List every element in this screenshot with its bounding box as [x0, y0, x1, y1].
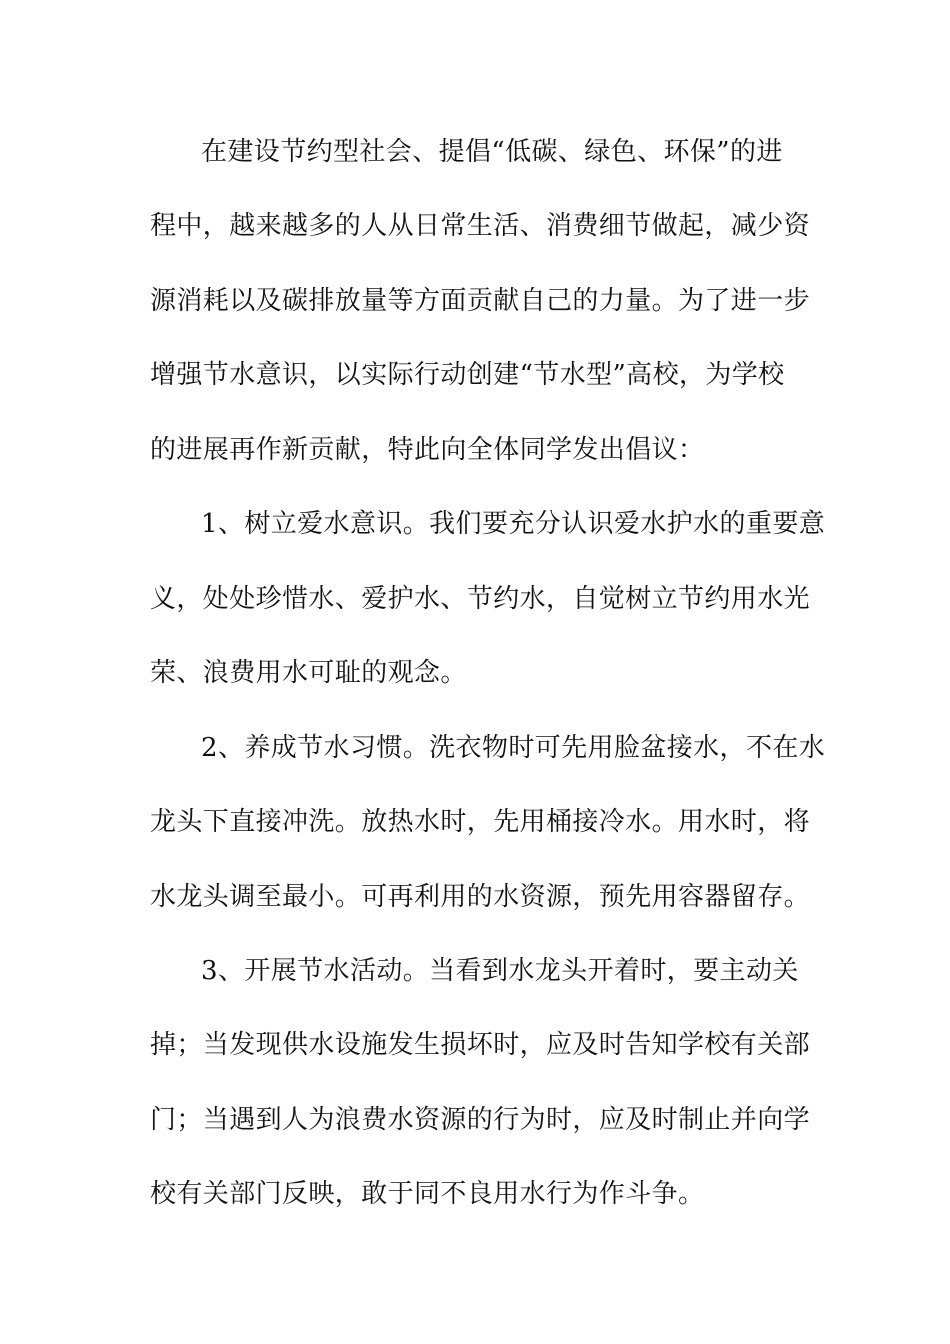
paragraph-4-line-3: 门；当遇到人为浪费水资源的行为时，应及时制止并向学 [150, 1105, 811, 1135]
paragraph-1-line-5: 的进展再作新贡献，特此向全体同学发出倡议： [150, 435, 705, 465]
paragraph-4-line-4: 校有关部门反映，敢于同不良用水行为作斗争。 [150, 1179, 705, 1209]
paragraph-2-line-1: 1、树立爱水意识。我们要充分认识爱水护水的重要意 [201, 509, 826, 539]
paragraph-1-line-1: 在建设节约型社会、提倡“低碳、绿色、环保”的进 [201, 137, 783, 167]
paragraph-2-line-3: 荣、浪费用水可耻的观念。 [150, 658, 467, 688]
paragraph-2-line-2: 义，处处珍惜水、爱护水、节约水，自觉树立节约用水光 [150, 584, 811, 614]
paragraph-1-line-3: 源消耗以及碳排放量等方面贡献自己的力量。为了进一步 [150, 286, 811, 316]
paragraph-3-line-2: 龙头下直接冲洗。放热水时，先用桶接冷水。用水时，将 [150, 807, 811, 837]
paragraph-1-line-2: 程中，越来越多的人从日常生活、消费细节做起，减少资 [150, 211, 811, 241]
paragraph-3-line-1: 2、养成节水习惯。洗衣物时可先用脸盆接水，不在水 [201, 733, 826, 763]
paragraph-4-line-1: 3、开展节水活动。当看到水龙头开着时，要主动关 [201, 956, 799, 986]
paragraph-3-line-3: 水龙头调至最小。可再利用的水资源，预先用容器留存。 [150, 882, 811, 912]
paragraph-4-line-2: 掉；当发现供水设施发生损坏时，应及时告知学校有关部 [150, 1030, 811, 1060]
paragraph-1-line-4: 增强节水意识，以实际行动创建“节水型”高校，为学校 [150, 360, 785, 390]
